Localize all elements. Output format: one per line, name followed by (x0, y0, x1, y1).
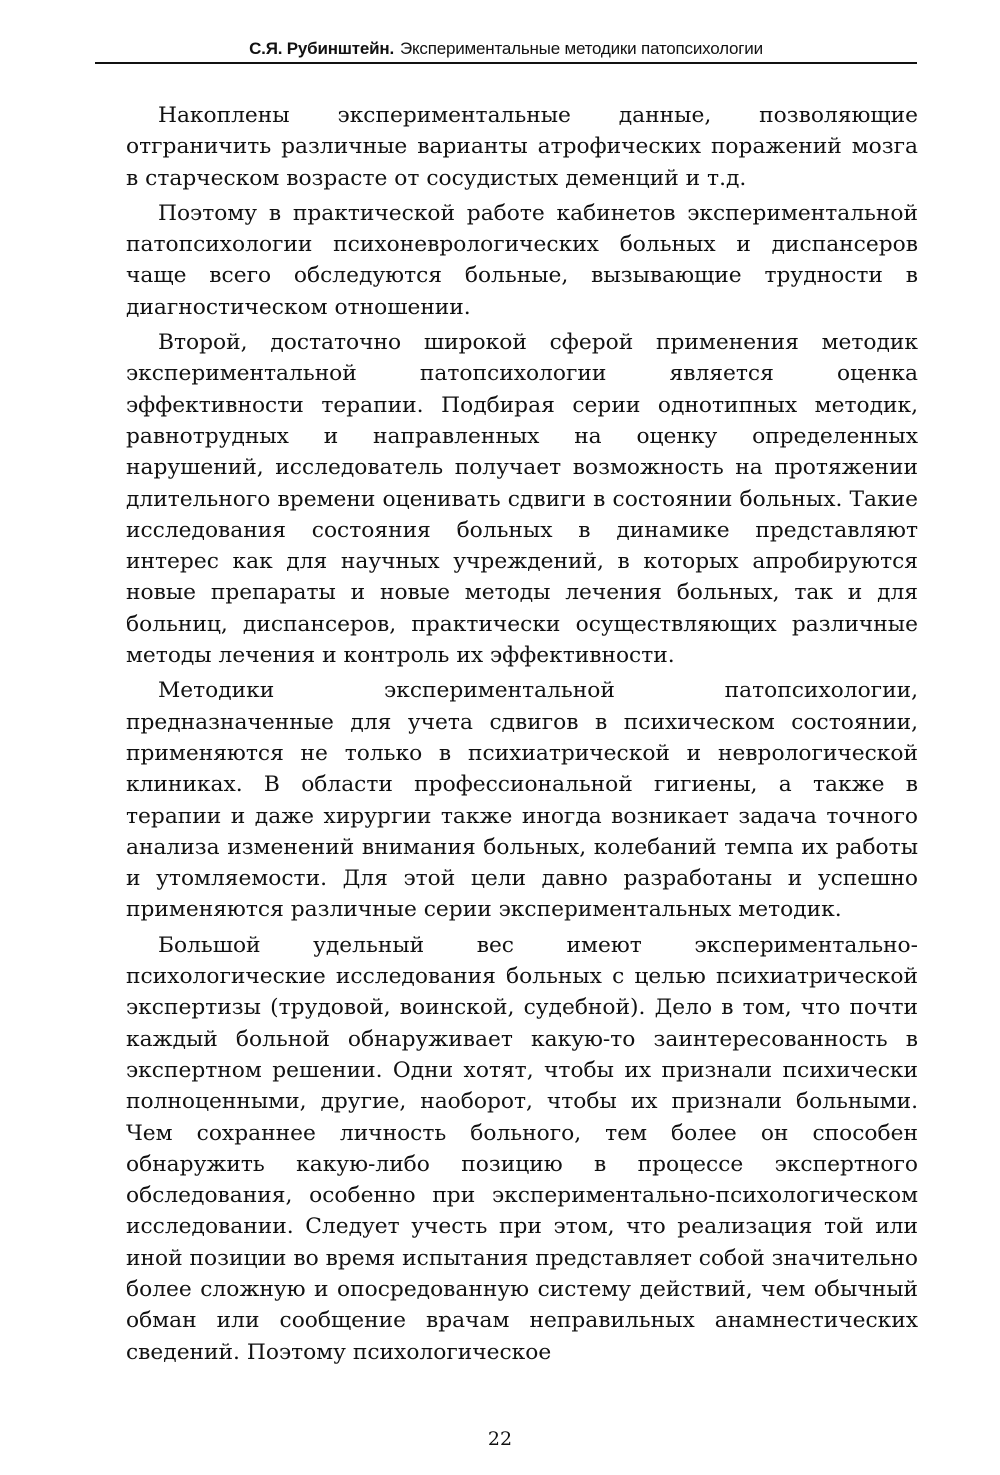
paragraph-4: Методики экспериментальной патопсихологии, предназначенные для учета сдвигов в психическом состоянии, применяются не только в психиатрической и неврологической клиниках. В области профессиональной гигиены, а также в терапии и даже хирургии также иногда возникает задача точного анализа изменений внимания больных, колебаний темпа их работы и утомляемости. Для этой цели давно разработаны и успешно применяются различные серии экспериментальных методик. (126, 678, 918, 923)
paragraph-2: Поэтому в практической работе кабинетов экспериментальной патопсихологии психоневрологических больных и диспансеров чаще всего обследуются больные, вызывающие трудности в диагностическом отношении. (126, 200, 918, 320)
header-author: С.Я. Рубинштейн. (249, 39, 394, 58)
page-number: 22 (487, 1428, 513, 1450)
page-body (126, 100, 918, 1372)
running-header (95, 34, 917, 64)
paragraph-1: Накоплены экспериментальные данные, позволяющие отграничить различные варианты атрофических поражений мозга в старческом возрасте от сосудистых деменций и т.д. (126, 103, 918, 191)
paragraph-5: Большой удельный вес имеют экспериментально-психологические исследования больных с целью психиатрической экспертизы (трудовой, воинской, судебной). Дело в том, что почти каждый больной обнаруживает какую-то заинтересованность в экспертном решении. Одни хотят, чтобы их признали психически полноценными, другие, наоборот, чтобы их признали больными. Чем сохраннее личность больного, тем более он способен обнаружить какую-либо позицию в процессе экспертного обследования, особенно при экспериментально-психологическом исследовании. Следует учесть при этом, что реализация той или иной позиции во время испытания представляет собой значительно более сложную и опосредованную систему действий, чем обычный обман или сообщение врачам неправильных анамнестических сведений. Поэтому психологическое (126, 932, 918, 1365)
header-book-title: Экспериментальные методики патопсихологии (399, 39, 763, 58)
paragraph-3: Второй, достаточно широкой сферой применения методик экспериментальной патопсихологии является оценка эффективности терапии. Подбирая серии однотипных методик, равнотрудных и направленных на оценку определенных нарушений, исследователь получает возможность на протяжении длительного времени оценивать сдвиги в состоянии больных. Такие исследования состояния больных в динамике представляют интерес как для научных учреждений, в которых апробируются новые препараты и новые методы лечения больных, так и для больниц, диспансеров, практически осуществляющих различные методы лечения и контроль их эффективности. (126, 330, 918, 669)
